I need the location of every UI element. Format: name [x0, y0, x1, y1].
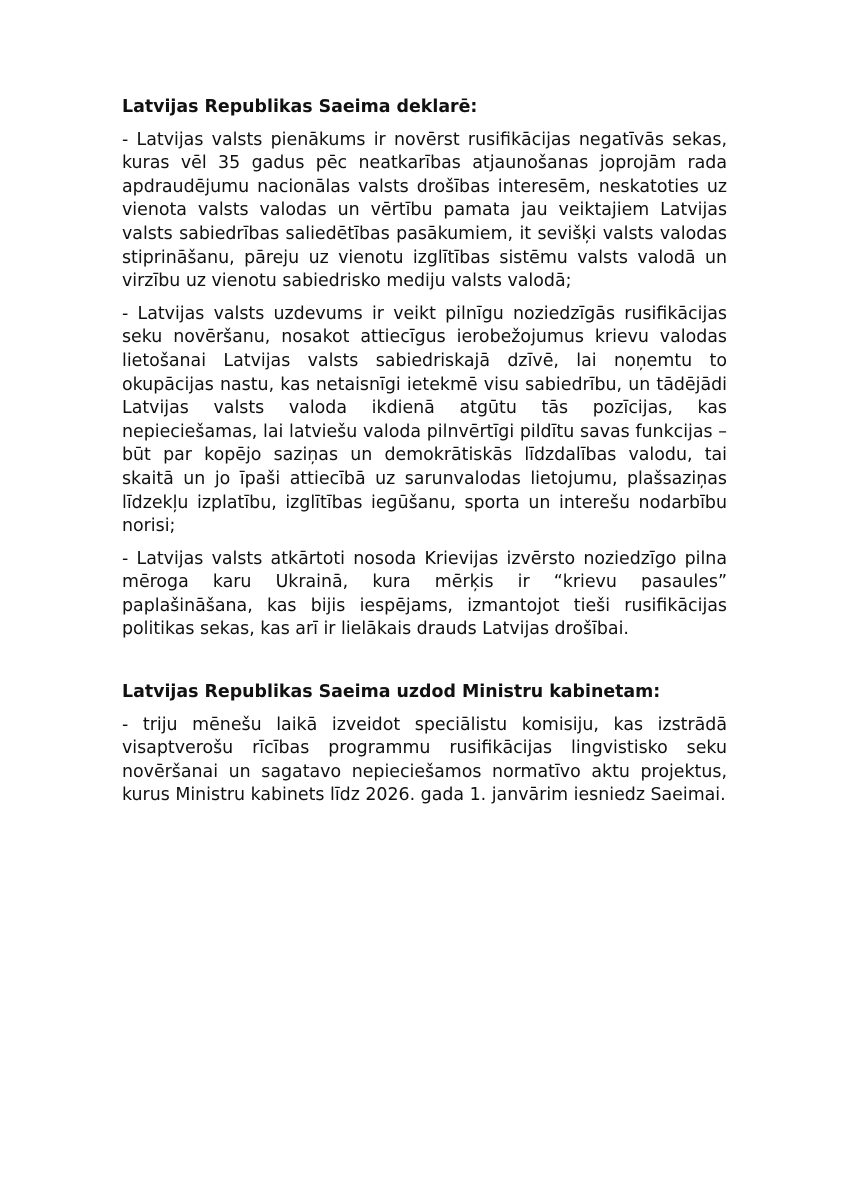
instruction-section: [122, 681, 727, 808]
paragraph: - Latvijas valsts pienākums ir novērst rusifikācijas negatīvās sekas, kuras vēl 35 gadus pēc neatkarības atjaunošanas joprojām rada apdraudējumu nacionālas valsts drošības interesēm, neskatoties uz vienota valsts valodas un vērtību pamata jau veiktajiem Latvijas valsts sabiedrības saliedētības pasākumiem, it sevišķi valsts valodas stiprināšanu, pāreju uz vienotu izglītības sistēmu valsts valodā un virzību uz vienotu sabiedrisko mediju valsts valodā;: [122, 129, 727, 292]
section-heading: Latvijas Republikas Saeima uzdod Ministru kabinetam:: [122, 682, 661, 703]
document-body: [122, 96, 727, 817]
paragraph: - Latvijas valsts uzdevums ir veikt pilnīgu noziedzīgās rusifikācijas seku novēršanu, nosakot attiecīgus ierobežojumus krievu valodas lietošanai Latvijas valsts sabiedriskajā dzīvē, lai noņemtu to okupācijas nastu, kas netaisnīgi ietekmē visu sabiedrību, un tādējādi Latvijas valsts valoda ikdienā atgūtu tās pozīcijas, kas nepieciešamas, lai latviešu valoda pilnvērtīgi pildītu savas funkcijas – būt par kopējo saziņas un demokrātiskās līdzdalības valodu, tai skaitā un jo īpaši attiecībā uz sarunvalodas lietojumu, plašsaziņas līdzekļu izplatību, izglītības iegūšanu, sporta un interešu nodarbību norisi;: [122, 303, 727, 537]
paragraph: - Latvijas valsts atkārtoti nosoda Krievijas izvērsto noziedzīgo pilna mēroga karu Ukrainā, kura mērķis ir “krievu pasaules” paplašināšana, kas bijis iespējams, izmantojot tieši rusifikācijas politikas sekas, kas arī ir lielākais drauds Latvijas drošībai.: [122, 548, 727, 640]
paragraph: - triju mēnešu laikā izveidot speciālistu komisiju, kas izstrādā visaptverošu rīcības programmu rusifikācijas lingvistisko seku novēršanai un sagatavo nepieciešamos normatīvo aktu projektus, kurus Ministru kabinets līdz 2026. gada 1. janvārim iesniedz Saeimai.: [122, 714, 727, 806]
section-heading: Latvijas Republikas Saeima deklarē:: [122, 97, 478, 117]
declaration-section: [122, 96, 727, 642]
